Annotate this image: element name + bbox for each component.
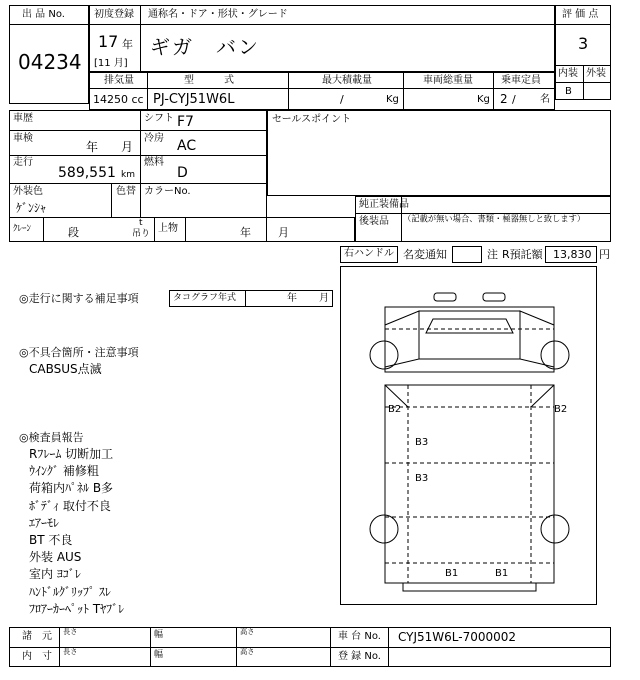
inner-width-label: 幅 <box>154 650 164 660</box>
mileage-value: 589,551 <box>58 165 116 181</box>
inspection-year-unit: 年 <box>86 140 99 154</box>
first-reg-label: 初度登録 <box>94 9 134 20</box>
fuel-value: D <box>177 165 188 181</box>
defect-line: CABSUS点滅 <box>29 362 102 376</box>
tacho-month-unit: 月 <box>319 293 329 304</box>
right-handle-label: 右ハンドル <box>344 248 394 259</box>
shift-label: シフト <box>144 113 174 124</box>
inspector-line: ｴｱｰﾓﾚ <box>29 515 60 530</box>
crane-label: ｸﾚｰﾝ <box>13 224 32 234</box>
aircon-value: AC <box>177 138 197 154</box>
first-reg-year-unit: 年 <box>122 38 133 51</box>
inner-height-label: 高さ <box>240 648 255 657</box>
displacement-label: 排気量 <box>104 75 134 86</box>
damage-code-upper: B3 <box>415 437 429 448</box>
fuel-label: 燃料 <box>144 157 164 168</box>
first-reg-year: 17 <box>98 32 119 51</box>
max-load-slash: / <box>340 93 344 106</box>
color-change-label: 色替 <box>116 186 136 197</box>
max-load-label: 最大積載量 <box>322 75 372 86</box>
aircon-label: 冷房 <box>144 133 164 144</box>
ext-color-value: ｹﾞﾝｼｬ <box>16 201 47 215</box>
interior-label: 内装 <box>558 68 578 79</box>
lot-label: 出 品 No. <box>22 9 65 20</box>
dims-length-label: 長さ <box>63 628 78 637</box>
aftermarket-label: 後装品 <box>359 216 389 227</box>
chassis-number: CYJ51W6L-7000002 <box>398 630 517 644</box>
upper-year-unit: 年 <box>240 226 251 239</box>
max-load-unit: Kg <box>386 94 399 105</box>
gross-weight-label: 車両総重量 <box>423 75 473 86</box>
truck-outline <box>341 267 598 606</box>
damage-code-left: B2 <box>388 404 402 415</box>
tacho-label: タコグラフ年式 <box>173 293 237 303</box>
model-value: PJ-CYJ51W6L <box>153 92 235 107</box>
crane-ton-unit: t <box>139 218 143 228</box>
driving-label: ◎走行に関する補足事項 <box>19 292 139 305</box>
inspector-line: 荷箱内ﾊﾟﾈﾙ B多 <box>29 481 114 496</box>
inner-length-label: 長さ <box>63 648 78 657</box>
inspector-line: ﾊﾝﾄﾞﾙｸﾞﾘｯﾌﾟ ｽﾚ <box>29 584 111 599</box>
name-change-label: 名変通知 <box>403 248 447 261</box>
inner-label: 内 寸 <box>22 651 52 662</box>
ext-color-label: 外装色 <box>13 186 43 197</box>
mileage-label: 走行 <box>13 157 33 168</box>
gross-weight-unit: Kg <box>477 94 490 105</box>
dims-label: 諸 元 <box>22 631 52 642</box>
inspector-line: 外装 AUS <box>29 550 82 565</box>
damage-code-rear-left: B1 <box>445 568 459 579</box>
genuine-equip-label: 純正装備品 <box>359 199 409 210</box>
displacement-value: 14250 cc <box>93 93 144 106</box>
recycle-unit: 円 <box>599 248 610 261</box>
upper-label: 上物 <box>158 223 178 234</box>
capacity-label: 乗車定員 <box>501 75 541 86</box>
inspector-label: ◎検査員報告 <box>19 431 84 444</box>
defects-label: ◎不具合箇所・注意事項 <box>19 346 139 359</box>
registration-label: 登 録 No. <box>338 651 381 662</box>
damage-code-right: B2 <box>554 404 568 415</box>
recycle-label: R預託額 <box>502 248 543 261</box>
inspector-line: ﾎﾞﾃﾞｨ 取付不良 <box>29 498 111 513</box>
inspector-line: 室内 ﾖｺﾞﾚ <box>29 567 81 582</box>
inspector-line: BT 不良 <box>29 533 73 547</box>
lot-number: 04234 <box>18 50 82 74</box>
inspector-line: ｳｲﾝｸﾞ 補修粗 <box>29 464 99 479</box>
name-label: 通称名・ドア・形状・グレード <box>148 9 288 20</box>
color-number-label: カラーNo. <box>144 186 191 197</box>
crane-stage-unit: 段 <box>68 226 79 239</box>
score-value: 3 <box>578 34 589 53</box>
recycle-amount: 13,830 <box>553 248 592 261</box>
damage-code-rear-right: B1 <box>495 568 509 579</box>
shift-value: F7 <box>177 114 194 130</box>
chassis-label: 車 台 No. <box>338 631 381 642</box>
score-label: 評 価 点 <box>562 9 599 20</box>
dims-height-label: 高さ <box>240 628 255 637</box>
dims-width-label: 幅 <box>154 630 164 640</box>
capacity-value: 2 <box>500 92 508 106</box>
inspector-line: Rﾌﾚｰﾑ 切断加工 <box>29 447 114 461</box>
inspection-month-unit: 月 <box>121 140 134 154</box>
tacho-year-unit: 年 <box>287 293 297 304</box>
capacity-slash: / <box>512 93 516 106</box>
mileage-unit: km <box>121 170 135 180</box>
car-name: ギガ バン <box>150 35 260 59</box>
crane-hang-label: 吊り <box>132 229 151 239</box>
damage-code-lower: B3 <box>415 473 429 484</box>
inspector-line: ﾌﾛｱｰｶｰﾍﾟｯﾄ Tﾔﾌﾞﾚ <box>29 601 125 616</box>
tax-label: 注 <box>487 248 498 261</box>
model-label: 型 式 <box>184 75 234 86</box>
upper-month-unit: 月 <box>278 226 289 239</box>
capacity-unit: 名 <box>540 94 550 105</box>
interior-grade: B <box>565 86 572 97</box>
exterior-label: 外装 <box>586 68 606 79</box>
name-change-box <box>452 246 482 263</box>
aftermarket-note: （記載が無い場合、書類・極器無しと致します） <box>403 215 586 225</box>
inspection-label: 車検 <box>13 133 33 144</box>
history-label: 車歴 <box>13 113 33 124</box>
vehicle-diagram <box>340 266 597 605</box>
sales-point-label: セールスポイント <box>272 114 352 125</box>
first-reg-month: [11 月] <box>94 58 128 69</box>
